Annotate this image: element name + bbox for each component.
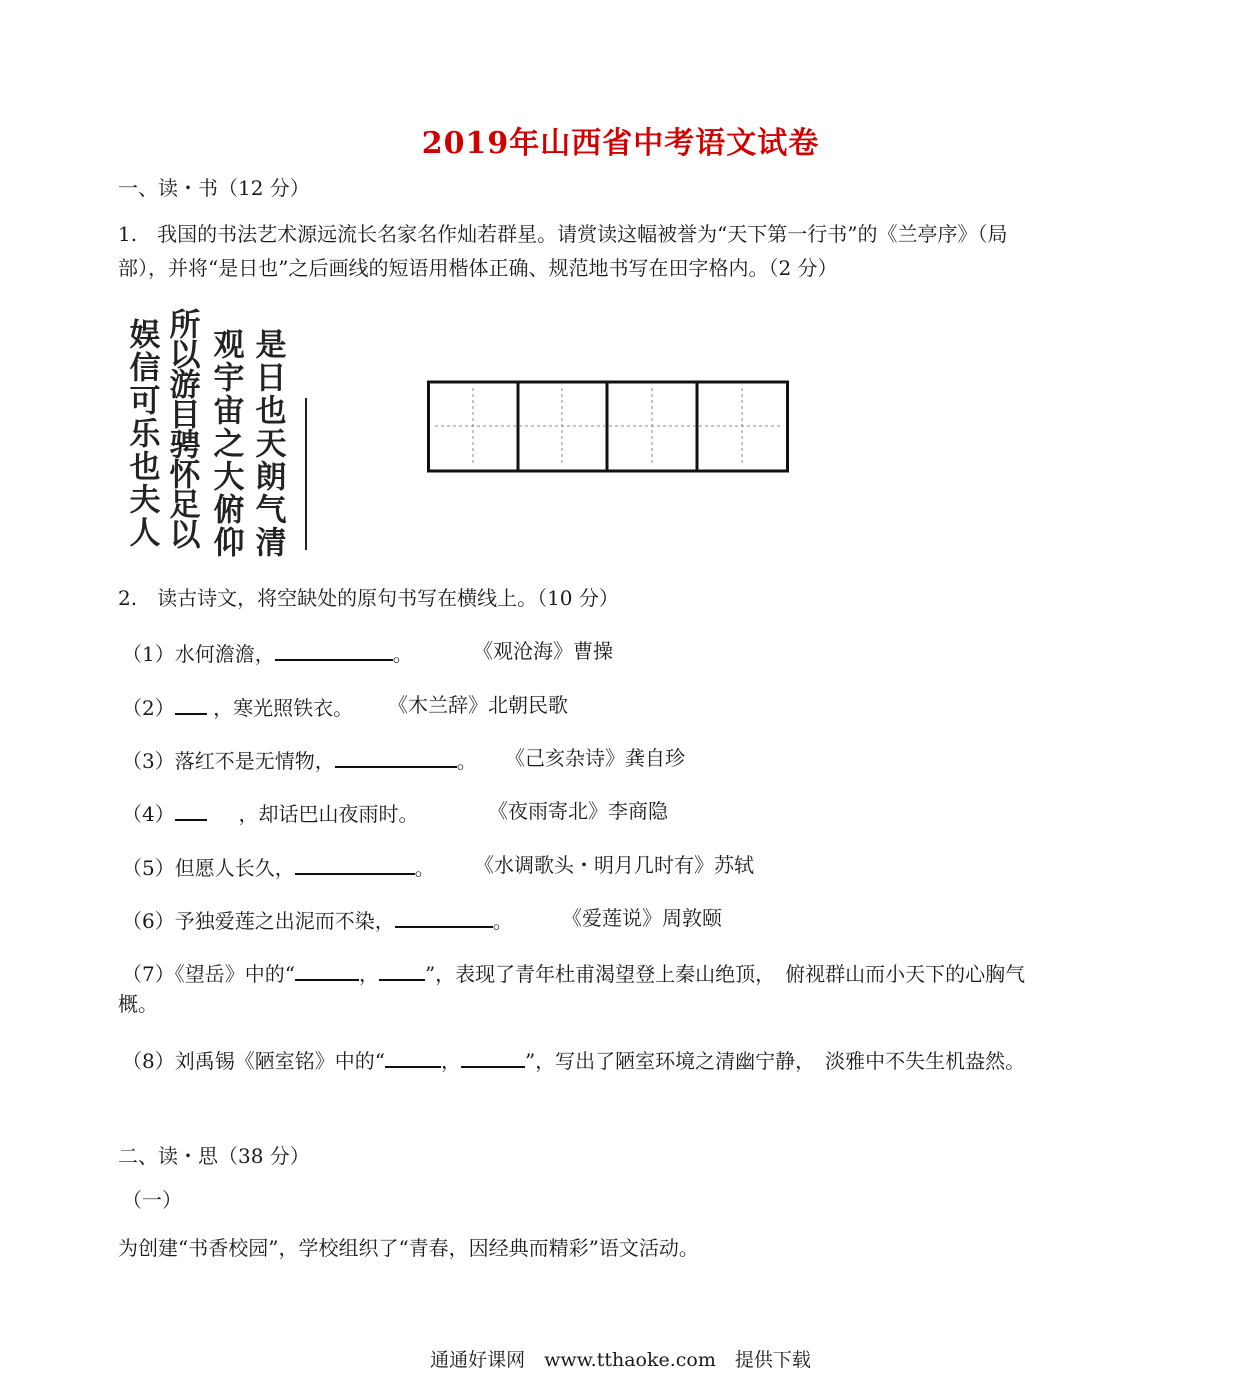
answer-blank[interactable] <box>175 801 207 821</box>
q2-item7-line2: 概。 <box>118 992 158 1016</box>
section2-subheading: （一） <box>122 1188 182 1212</box>
q2-item4-source: 《夜雨寄北》李商隐 <box>488 799 668 823</box>
section2-paragraph: 为创建“书香校园”，学校组织了“青春，因经典而精彩”语文活动。 <box>118 1236 699 1260</box>
answer-blank[interactable] <box>335 748 457 768</box>
q2-item1: （1）水何澹澹， 。 <box>122 642 413 666</box>
answer-blank[interactable] <box>275 641 393 661</box>
answer-blank[interactable] <box>175 695 207 715</box>
answer-blank[interactable] <box>395 908 493 928</box>
page-title: 2019年山西省中考语文试卷 <box>421 126 820 161</box>
answer-blank[interactable] <box>295 961 359 981</box>
page-footer: 通通好课网 www.tthaoke.com 提供下载 <box>430 1349 811 1371</box>
calligraphy-col4: 娱信可乐也夫人 <box>124 318 160 549</box>
q2-item1-source: 《观沧海》曹操 <box>473 639 613 663</box>
q1-line1: 1. 我国的书法艺术源远流长名家名作灿若群星。请赏读这幅被誉为“天下第一行书”的《兰亭序》（局 <box>118 222 1008 246</box>
answer-blank[interactable] <box>379 961 425 981</box>
q1-line2: 部），并将“是日也”之后画线的短语用楷体正确、规范地书写在田字格内。（2 分） <box>118 256 838 280</box>
q2-item4: （4） ，却话巴山夜雨时。 <box>122 802 419 826</box>
tianzige-grid[interactable] <box>427 380 789 474</box>
q2-item5-source: 《水调歌头・明月几时有》苏轼 <box>474 853 754 877</box>
q2-item7: （7）《望岳》中的“ ， ”，表现了青年杜甫渴望登上秦山绝顶， 俯视群山而小天下的心胸气 <box>122 962 1026 986</box>
calligraphy-col3: 所以游目骋怀足以 <box>164 308 200 548</box>
calligraphy-image <box>122 298 312 558</box>
calligraphy-col2: 观宇宙之大俯仰 <box>208 328 244 558</box>
answer-blank[interactable] <box>461 1048 525 1068</box>
answer-blank[interactable] <box>295 855 415 875</box>
q2-item2-source: 《木兰辞》北朝民歌 <box>388 693 568 717</box>
q2-intro: 2. 读古诗文，将空缺处的原句书写在横线上。（10 分） <box>118 586 619 610</box>
answer-blank[interactable] <box>385 1048 441 1068</box>
q2-item3-source: 《己亥杂诗》龚自珍 <box>505 746 685 770</box>
q2-item2: （2） ，寒光照铁衣。 <box>122 696 354 720</box>
section1-heading: 一、读・书（12 分） <box>118 176 310 200</box>
q2-item5: （5）但愿人长久， 。 <box>122 856 435 880</box>
q2-item8: （8）刘禹锡《陋室铭》中的“ ， ”，写出了陋室环境之清幽宁静， 淡雅中不失生机盎然。 <box>122 1049 1026 1073</box>
section2-heading: 二、读・思（38 分） <box>118 1144 310 1168</box>
q2-item3: （3）落红不是无情物， 。 <box>122 749 477 773</box>
q2-item6-source: 《爱莲说》周敦颐 <box>562 906 722 930</box>
calligraphy-col1: 是日也天朗气清 <box>250 328 286 558</box>
q2-item6: （6）予独爱莲之出泥而不染， 。 <box>122 909 513 933</box>
